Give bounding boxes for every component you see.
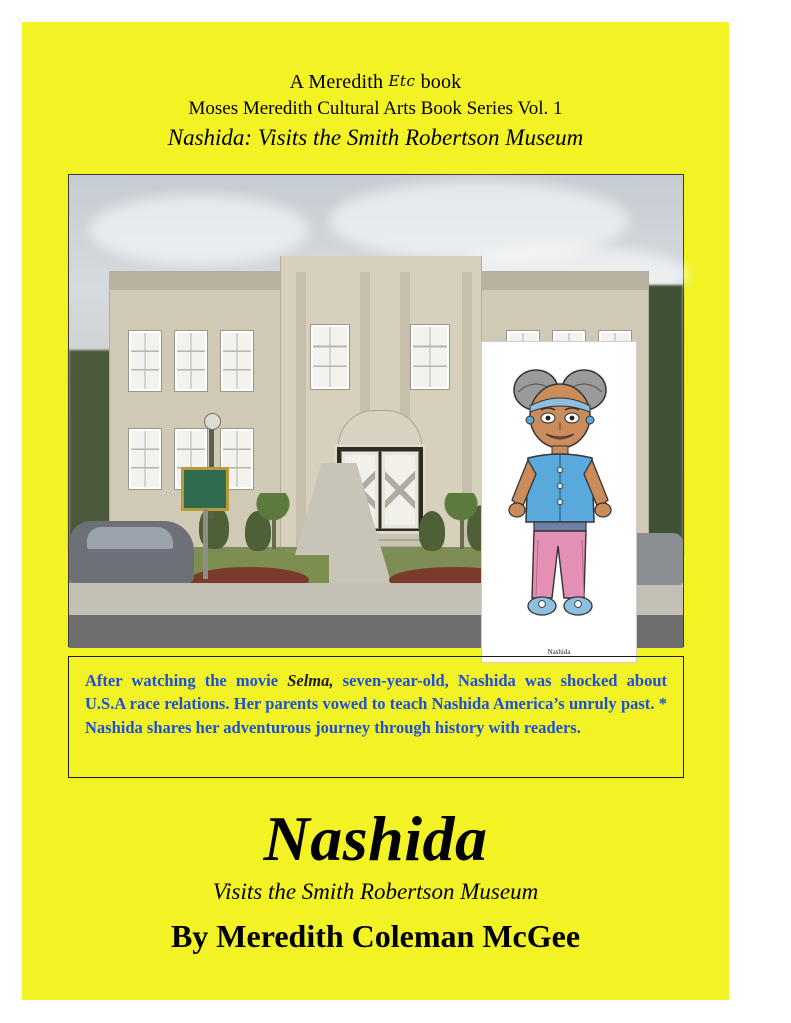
shrub <box>419 511 445 551</box>
blurb-movie-title: Selma, <box>287 671 334 690</box>
back-cover-blurb <box>68 656 684 778</box>
palm-tree <box>255 493 291 553</box>
window <box>128 330 162 392</box>
cloud <box>89 195 309 265</box>
window <box>410 324 450 390</box>
historical-marker <box>181 467 229 511</box>
book-cover <box>22 22 729 1000</box>
series-title-line: Nashida: Visits the Smith Robertson Museum <box>167 124 584 150</box>
book-subtitle: Visits the Smith Robertson Museum <box>212 879 539 904</box>
palm-tree <box>443 493 479 553</box>
blurb-text <box>85 669 667 739</box>
nashida-caption: Nashida <box>547 648 571 656</box>
cover-photo <box>68 174 684 656</box>
blurb-part-2: seven-year-old, Nashida was shocked about U.S.A race relations. Her parents vowed to teach Nashida America’s unruly past. * Nashida shares her adventurous journey through history with readers. <box>85 671 667 737</box>
nashida-illustration-card <box>481 341 637 663</box>
window <box>174 330 208 392</box>
imprint-line <box>22 70 729 95</box>
blurb-part-1: After watching the movie <box>85 671 288 690</box>
nashida-character-illustration <box>482 350 638 636</box>
entry-door-right <box>381 451 419 529</box>
window <box>128 428 162 490</box>
imprint-suffix: book <box>420 71 462 93</box>
parked-car-left <box>69 521 194 583</box>
book-author: By Meredith Coleman McGee <box>170 918 581 954</box>
window <box>310 324 350 390</box>
lamp-globe <box>204 413 221 430</box>
imprint-script-word: Etc <box>388 72 416 90</box>
book-title: Nashida <box>263 803 488 874</box>
car-window <box>87 527 173 549</box>
historical-marker-post <box>203 509 208 579</box>
imprint-prefix: A Meredith <box>289 71 384 93</box>
series-line: Moses Meredith Cultural Arts Book Series Vol. 1 <box>188 98 563 119</box>
window <box>220 330 254 392</box>
cover-header <box>22 70 729 153</box>
